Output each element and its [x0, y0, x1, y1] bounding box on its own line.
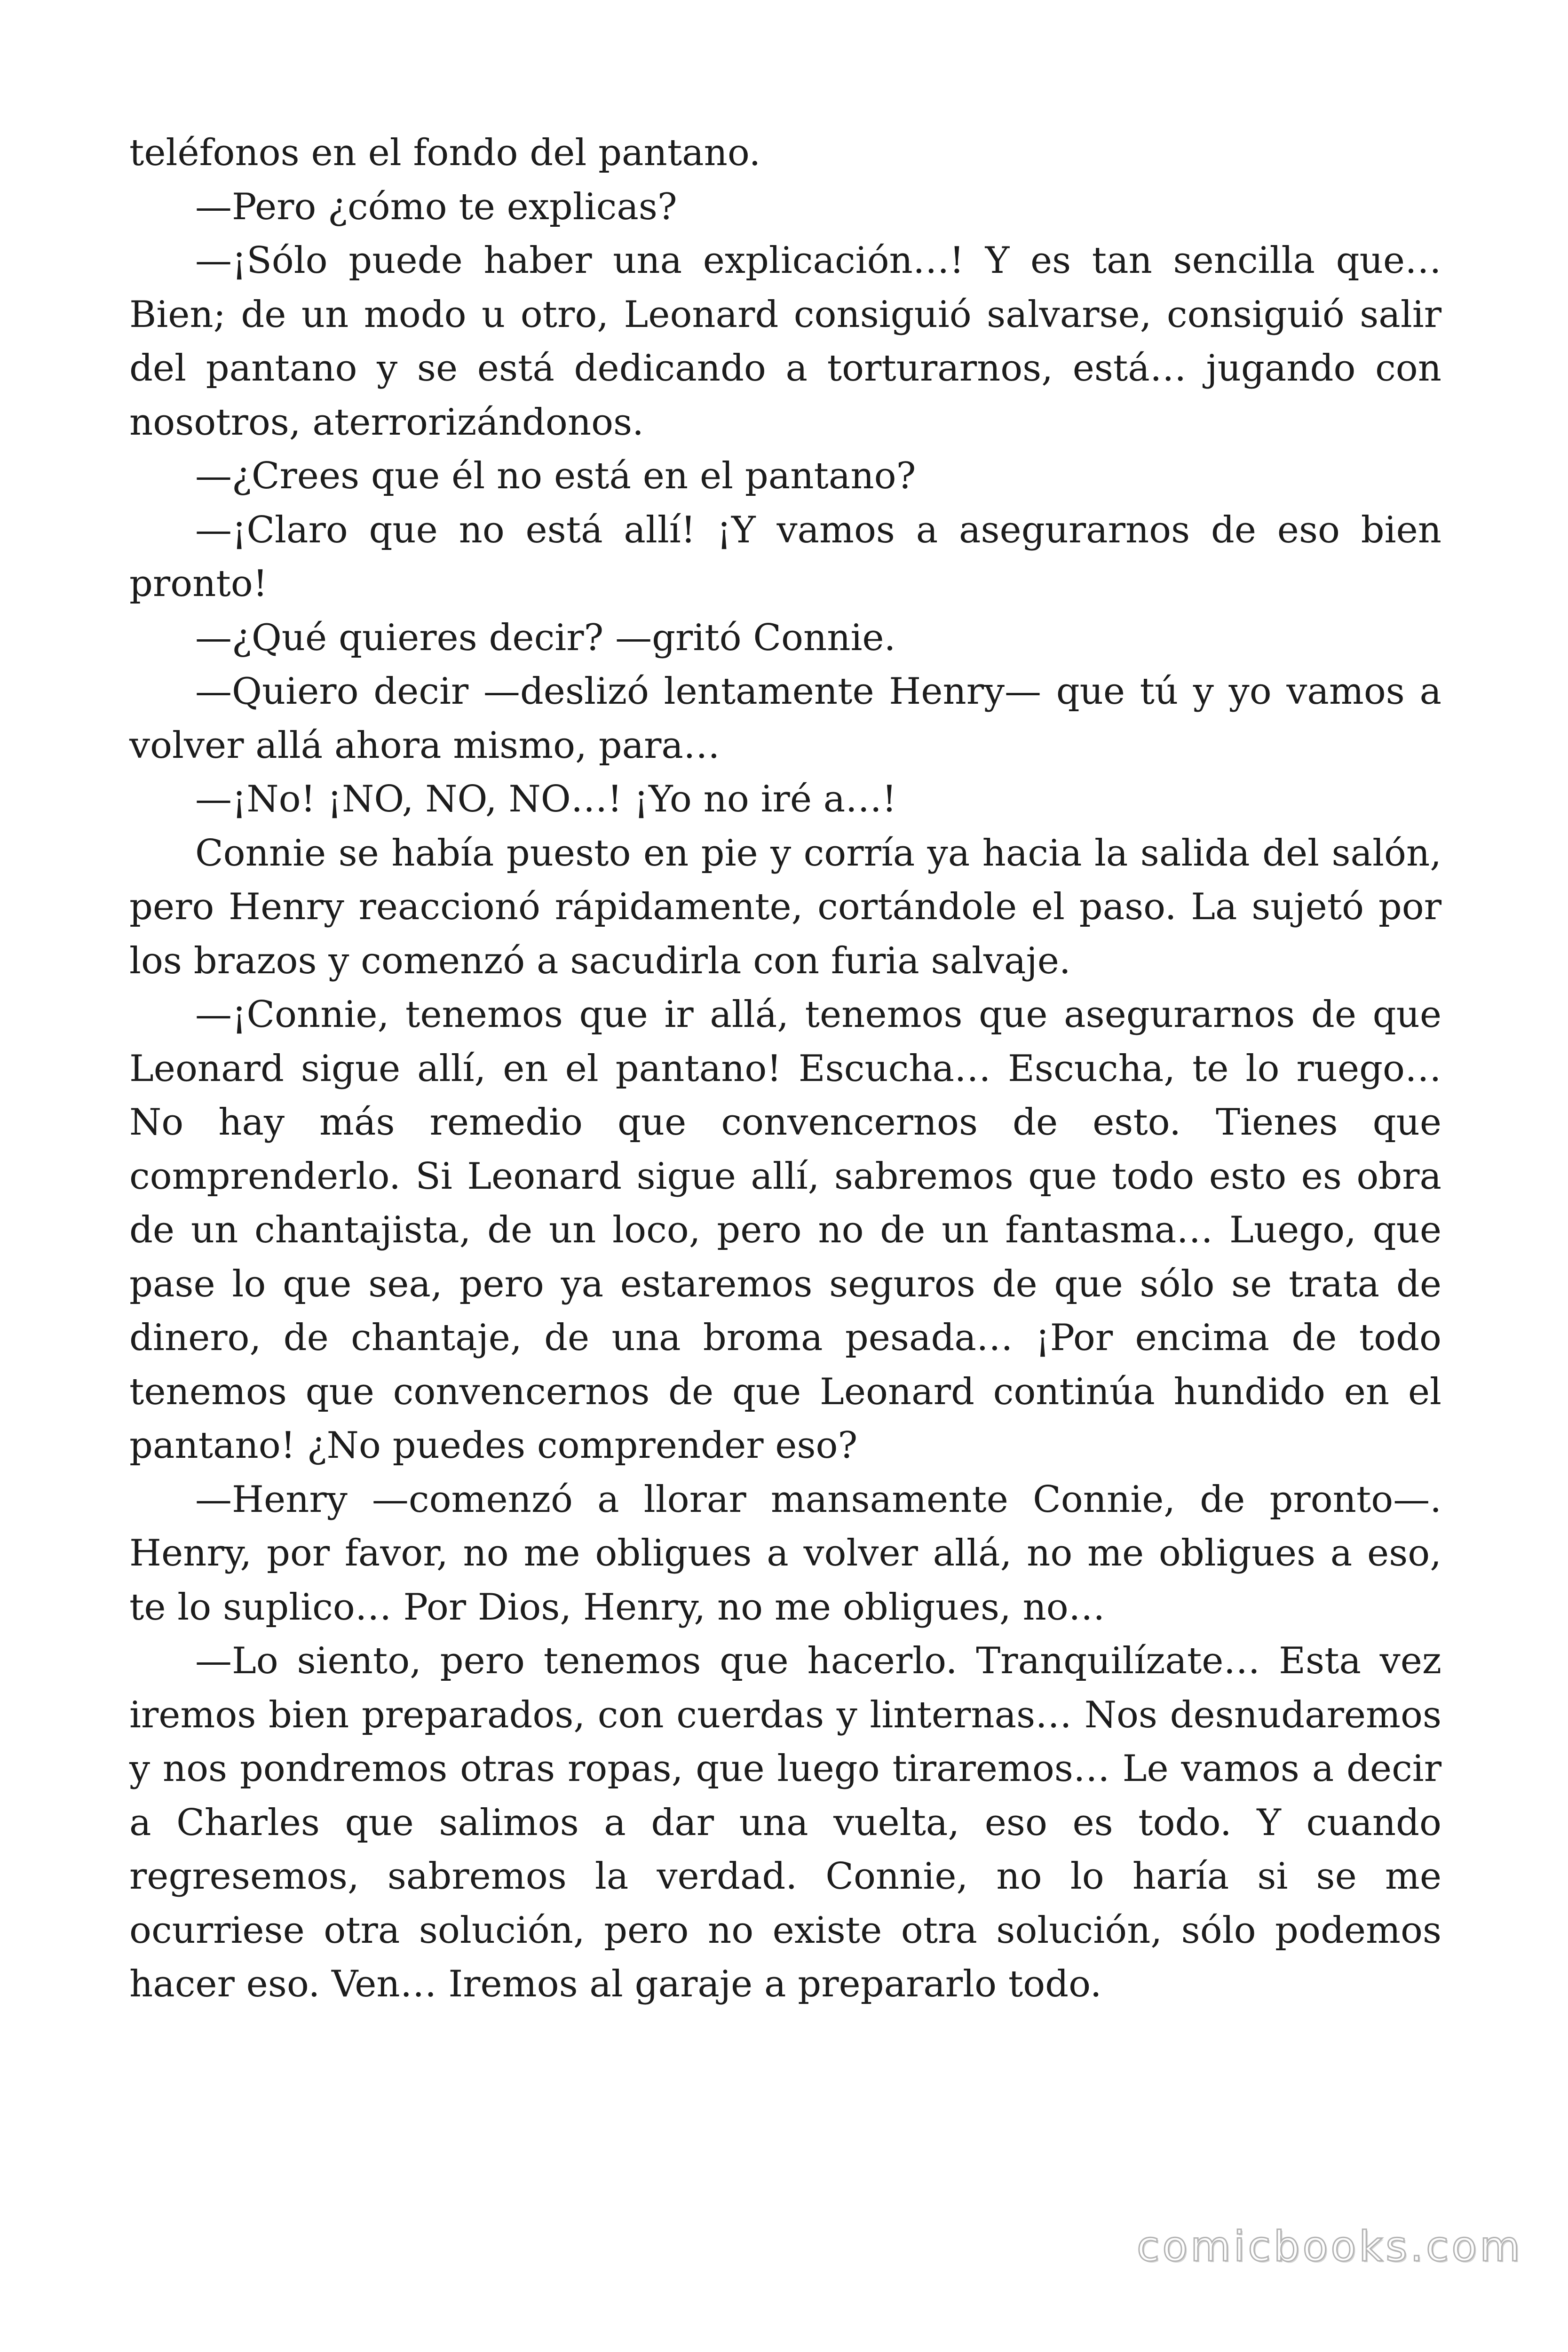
paragraph: —¿Qué quieres decir? —gritó Connie.	[195, 616, 896, 659]
paragraph: —¡No! ¡NO, NO, NO…! ¡Yo no iré a…!	[195, 778, 897, 820]
paragraph: Connie se había puesto en pie y corría ya hacia la salida del salón, pero Henry reaccionó rápidamente, cortándole el paso. La sujetó por los brazos y comenzó a sacudirla con furia salvaje.	[129, 832, 1441, 982]
watermark: comicbooks.com	[1136, 2222, 1523, 2271]
page-text	[129, 126, 1441, 2011]
paragraph: —Quiero decir —deslizó lentamente Henry— que tú y yo vamos a volver allá ahora mismo, para…	[129, 670, 1441, 767]
paragraph: —Henry —comenzó a llorar mansamente Connie, de pronto—. Henry, por favor, no me obligues a volver allá, no me obligues a eso, te lo suplico… Por Dios, Henry, no me obligues, no…	[129, 1478, 1441, 1629]
paragraph: —Pero ¿cómo te explicas?	[195, 185, 677, 228]
paragraph: —¡Claro que no está allí! ¡Y vamos a asegurarnos de eso bien pronto!	[129, 509, 1441, 605]
paragraph: teléfonos en el fondo del pantano.	[129, 132, 761, 174]
paragraph: —¿Crees que él no está en el pantano?	[195, 455, 916, 497]
paragraph: —Lo siento, pero tenemos que hacerlo. Tranquilízate… Esta vez iremos bien preparados, con cuerdas y linternas… Nos desnudaremos y nos pondremos otras ropas, que luego tiraremos… Le vamos a decir a Charles que salimos a dar una vuelta, eso es todo. Y cuando regresemos, sabremos la verdad. Connie, no lo haría si se me ocurriese otra solución, pero no existe otra solución, sólo podemos hacer eso. Ven… Iremos al garaje a prepararlo todo.	[129, 1640, 1441, 2005]
paragraph: —¡Sólo puede haber una explicación…! Y es tan sencilla que… Bien; de un modo u otro, Leonard consiguió salvarse, consiguió salir del pantano y se está dedicando a torturarnos, está… jugando con nosotros, aterrorizándonos.	[129, 239, 1441, 444]
paragraph: —¡Connie, tenemos que ir allá, tenemos que asegurarnos de que Leonard sigue allí, en el pantano! Escucha… Escucha, te lo ruego… No hay más remedio que convencernos de esto. Tienes que comprenderlo. Si Leonard sigue allí, sabremos que todo esto es obra de un chantajista, de un loco, pero no de un fantasma… Luego, que pase lo que sea, pero ya estaremos seguros de que sólo se trata de dinero, de chantaje, de una broma pesada… ¡Por encima de todo tenemos que convencernos de que Leonard continúa hundido en el pantano! ¿No puedes comprender eso?	[129, 993, 1441, 1467]
